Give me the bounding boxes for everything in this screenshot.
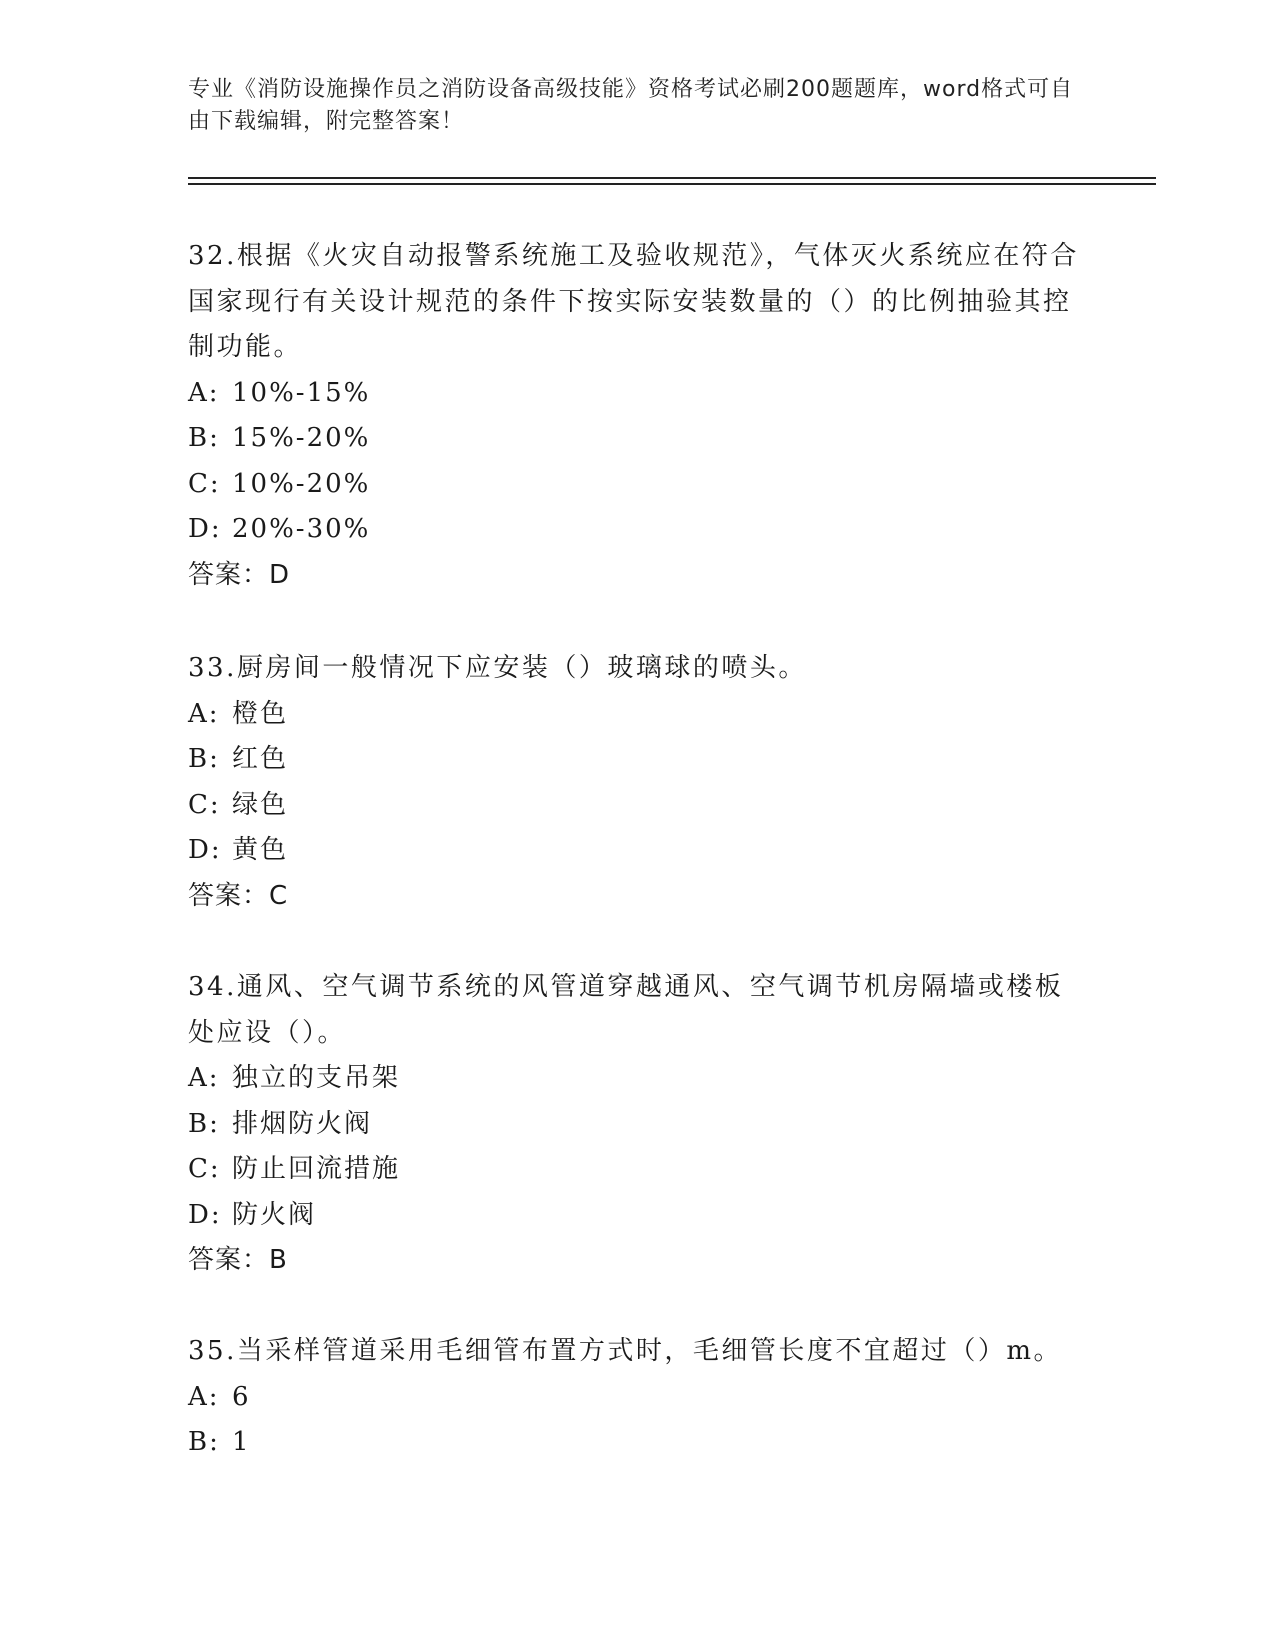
question-34	[188, 965, 1088, 1284]
option-b: B: 1	[188, 1427, 251, 1457]
answer-line: 答案：D	[188, 559, 291, 590]
document-header: 专业《消防设施操作员之消防设备高级技能》资格考试必刷200题题库，word格式可自由下载编辑，附完整答案！	[188, 77, 1074, 134]
question-stem: 33.厨房间一般情况下应安装（）玻璃球的喷头。	[188, 653, 807, 683]
option-c: C: 10%-20%	[188, 468, 371, 499]
option-d: D: 黄色	[188, 835, 289, 865]
option-b: B: 15%-20%	[188, 423, 371, 453]
header-divider-top	[188, 177, 1156, 179]
option-d: D: 20%-30%	[188, 514, 371, 544]
answer-line: 答案：C	[188, 880, 289, 911]
answer-line: 答案：B	[188, 1245, 288, 1275]
option-d: D: 防火阀	[188, 1199, 317, 1230]
option-a: A: 10%-15%	[188, 377, 371, 408]
header-divider-bottom	[188, 183, 1156, 185]
question-32	[188, 234, 1088, 598]
option-a: A: 6	[188, 1381, 251, 1412]
question-stem: 35.当采样管道采用毛细管布置方式时，毛细管长度不宜超过（）m。	[188, 1336, 1063, 1366]
option-a: A: 独立的支吊架	[188, 1063, 401, 1093]
question-33	[188, 646, 1088, 919]
option-b: B: 排烟防火阀	[188, 1108, 373, 1139]
option-c: C: 绿色	[188, 789, 289, 820]
question-stem: 32.根据《火灾自动报警系统施工及验收规范》，气体灭火系统应在符合国家现行有关设计规范的条件下按实际安装数量的（）的比例抽验其控制功能。	[188, 241, 1079, 362]
option-c: C: 防止回流措施	[188, 1154, 401, 1184]
option-b: B: 红色	[188, 744, 289, 774]
option-a: A: 橙色	[188, 698, 289, 729]
question-stem: 34.通风、空气调节系统的风管道穿越通风、空气调节机房隔墙或楼板处应设（）。	[188, 972, 1064, 1048]
question-35	[188, 1329, 1088, 1466]
